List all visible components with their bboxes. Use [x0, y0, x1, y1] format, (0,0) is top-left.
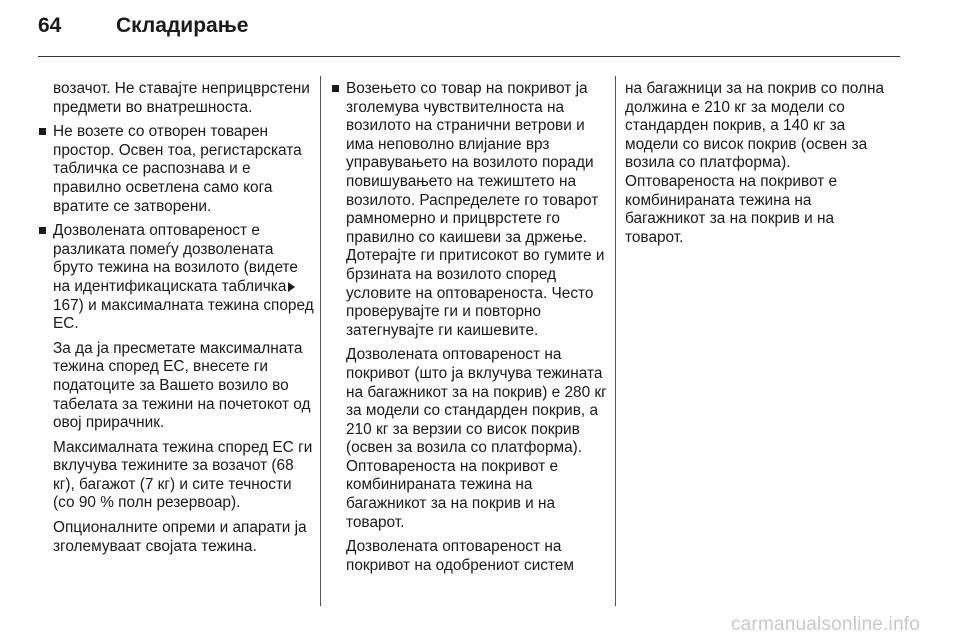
page-header: [38, 14, 248, 50]
bullet-item: [38, 222, 314, 334]
page-reference-arrow-icon: [288, 282, 295, 292]
page-number: 64: [38, 14, 62, 37]
paragraph: Дозволената оптовареност на покривот на одобрениот систем: [346, 538, 575, 574]
watermark: carmanualsonline.info: [730, 614, 920, 635]
bullet-text: Дозволената оптовареност е разликата помеѓу дозволената бруто тежина на возилото (видете на идентификациската табличка: [53, 222, 298, 295]
paragraph: на багажници за на покрив со полна должина е 210 кг за модели со стандарден покрив, а 140 кг за модели со висок покрив (освен за возила со платформа). Оптовареноста на покривот е комбинираната тежина на багажникот за на покрив и на товарот.: [625, 80, 885, 246]
header-divider: [38, 56, 900, 57]
text-column-1: [38, 80, 314, 562]
bullet-item: [331, 80, 607, 340]
bullet-square-icon: [39, 128, 46, 135]
text-column-2: [331, 80, 607, 581]
text-column-3: [625, 80, 895, 253]
paragraph: возачот. Не ставајте неприцврстени предмети во внатрешноста.: [53, 80, 310, 116]
chapter-title: Складирање: [116, 14, 249, 37]
paragraph: Опционалните опреми и апарати ја зголемуваат својата тежина.: [53, 519, 307, 555]
bullet-square-icon: [39, 227, 46, 234]
column-divider: [615, 76, 616, 606]
paragraph: Дозволената оптовареност на покривот (што ја вклучува тежината на багажникот за на покрив) е 280 кг за модели со стандарден покрив, а 210 кг за верзии со висок покрив (освен за возила со платформа). Оптовареноста на покривот е комбинираната тежина на багажникот за на покрив и на товарот.: [346, 346, 607, 531]
bullet-text-continued: 167) и максималната тежина според ЕС.: [53, 296, 314, 333]
bullet-text: Возењето со товар на покривот ја зголемува чувствителноста на возилото на странични ветрови и има неповолно влијание врз управувањето на возилото поради повишувањето на тежиштето на возилото. Распределете го товарот рамномерно и прицврстете го правилно со каишеви за држење. Дотерајте ги притисокот во гумите и брзината на возилото според условите на оптовареноста. Често проверувајте ги и повторно затегнувајте ги каишевите.: [346, 80, 605, 339]
paragraph: Максималната тежина според ЕС ги вклучува тежините за возачот (68 кг), багажот (7 кг) и сите течности (со 90 % полн резервоар).: [53, 438, 313, 512]
column-divider: [320, 76, 321, 606]
bullet-item: [38, 123, 314, 216]
paragraph: За да ја пресметате максималната тежина според ЕС, внесете ги податоците за Вашето возило во табелата за тежини на почетокот од овој прирачник.: [53, 339, 311, 432]
bullet-square-icon: [332, 85, 339, 92]
bullet-text: Не возете со отворен товарен простор. Освен тоа, регистарската табличка се распознава и е правилно осветлена само кога вратите се затворени.: [53, 123, 302, 215]
